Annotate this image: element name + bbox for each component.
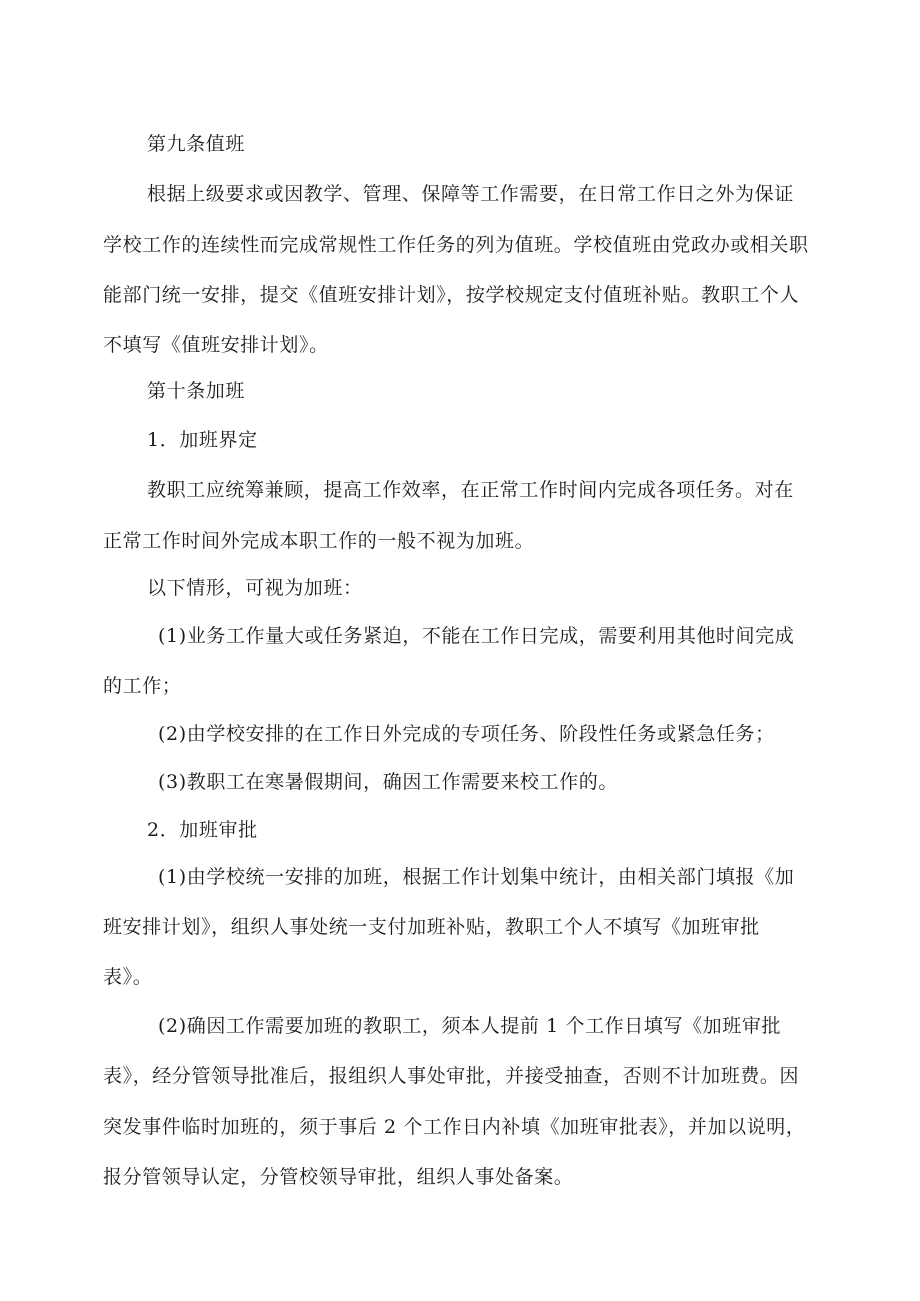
list-item-continuation: 的工作； (103, 675, 182, 697)
paragraph-line: (2)确因工作需要加班的教职工，须本人提前 1 个工作日填写《加班审批 (158, 1015, 782, 1037)
list-item: (2)由学校安排的在工作日外完成的专项任务、阶段性任务或紧急任务； (158, 723, 775, 745)
paragraph-line: 正常工作时间外完成本职工作的一般不视为加班。 (103, 530, 535, 552)
paragraph-line: 班安排计划》，组织人事处统一支付加班补贴，教职工个人不填写《加班审批 (103, 916, 760, 938)
list-item: (3)教职工在寒暑假期间，确因工作需要来校工作的。 (158, 771, 618, 793)
paragraph-line: 不填写《值班安排计划》。 (103, 334, 329, 356)
list-item: (1)业务工作量大或任务紧迫，不能在工作日完成，需要利用其他时间完成 (158, 625, 795, 647)
paragraph-line: 表》。 (103, 966, 153, 988)
paragraph-line: 教职工应统筹兼顾，提高工作效率，在正常工作时间内完成各项任务。对在 (147, 479, 794, 501)
article-9-heading: 第九条值班 (147, 133, 246, 155)
section-heading: 1．加班界定 (147, 429, 258, 451)
paragraph-line: 表》，经分管领导批准后，报组织人事处审批，并接受抽查，否则不计加班费。因 (103, 1065, 800, 1087)
section-heading: 2．加班审批 (147, 819, 258, 841)
paragraph-line: 报分管领导认定，分管校领导审批，组织人事处备案。 (103, 1166, 574, 1188)
paragraph-line: 学校工作的连续性而完成常规性工作任务的列为值班。学校值班由党政办或相关职 (103, 234, 809, 256)
paragraph-line: 能部门统一安排，提交《值班安排计划》，按学校规定支付值班补贴。教职工个人 (103, 284, 800, 306)
paragraph-line: (1)由学校统一安排的加班，根据工作计划集中统计，由相关部门填报《加 (158, 866, 795, 888)
article-10-heading: 第十条加班 (147, 380, 246, 402)
paragraph-line: 突发事件临时加班的，须于事后 2 个工作日内补填《加班审批表》，并加以说明， (103, 1116, 806, 1138)
paragraph-line: 以下情形，可视为加班： (147, 577, 363, 599)
paragraph-line: 根据上级要求或因教学、管理、保障等工作需要，在日常工作日之外为保证 (147, 183, 794, 205)
